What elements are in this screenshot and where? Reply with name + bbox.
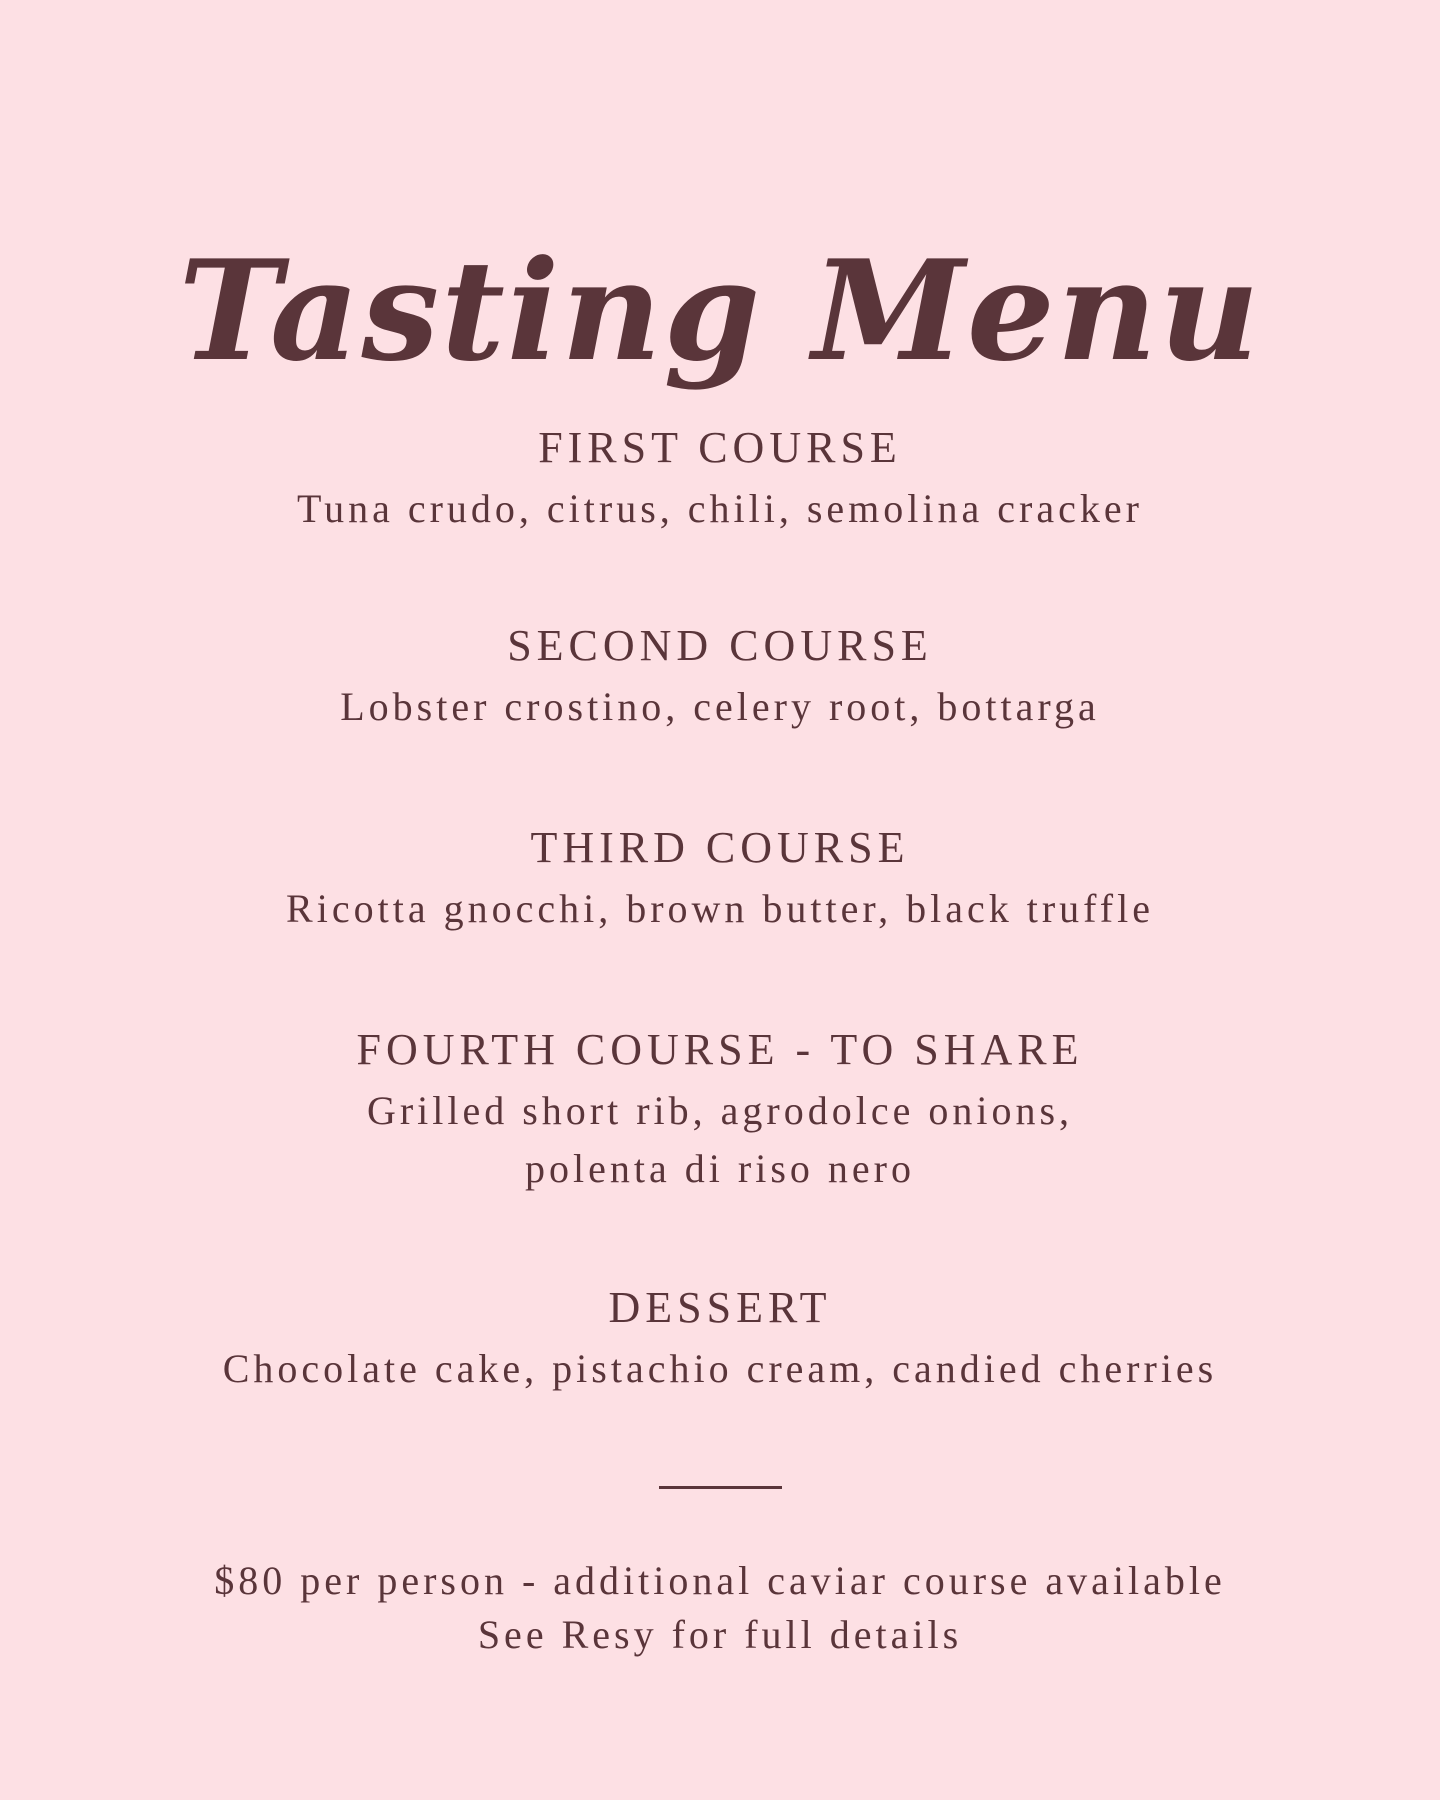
course-heading: FIRST COURSE <box>538 423 902 472</box>
course-dish: Lobster crostino, celery root, bottarga <box>340 684 1100 729</box>
first-course <box>0 420 1440 538</box>
course-dish-line-1: Grilled short rib, agrodolce onions, <box>366 1088 1074 1133</box>
course-heading: FOURTH COURSE - TO SHARE <box>356 1025 1084 1074</box>
section-divider <box>659 1486 782 1489</box>
details-line: See Resy for full details <box>477 1612 963 1657</box>
course-heading: SECOND COURSE <box>507 621 933 670</box>
course-heading: THIRD COURSE <box>530 823 910 872</box>
course-dish: Chocolate cake, pistachio cream, candied cherries <box>222 1346 1218 1391</box>
course-heading: DESSERT <box>608 1283 832 1332</box>
second-course <box>0 618 1440 736</box>
course-dish-line-2: polenta di riso nero <box>525 1146 915 1191</box>
dessert-course <box>0 1280 1440 1398</box>
course-dish: Ricotta gnocchi, brown butter, black truffle <box>286 886 1154 931</box>
fourth-course <box>0 1022 1440 1198</box>
course-dish: Tuna crudo, citrus, chili, semolina cracker <box>297 486 1143 531</box>
third-course <box>0 820 1440 938</box>
price-line: $80 per person - additional caviar course available <box>214 1558 1226 1603</box>
menu-title: Tasting Menu <box>178 229 1262 393</box>
menu-footer <box>0 1554 1440 1662</box>
